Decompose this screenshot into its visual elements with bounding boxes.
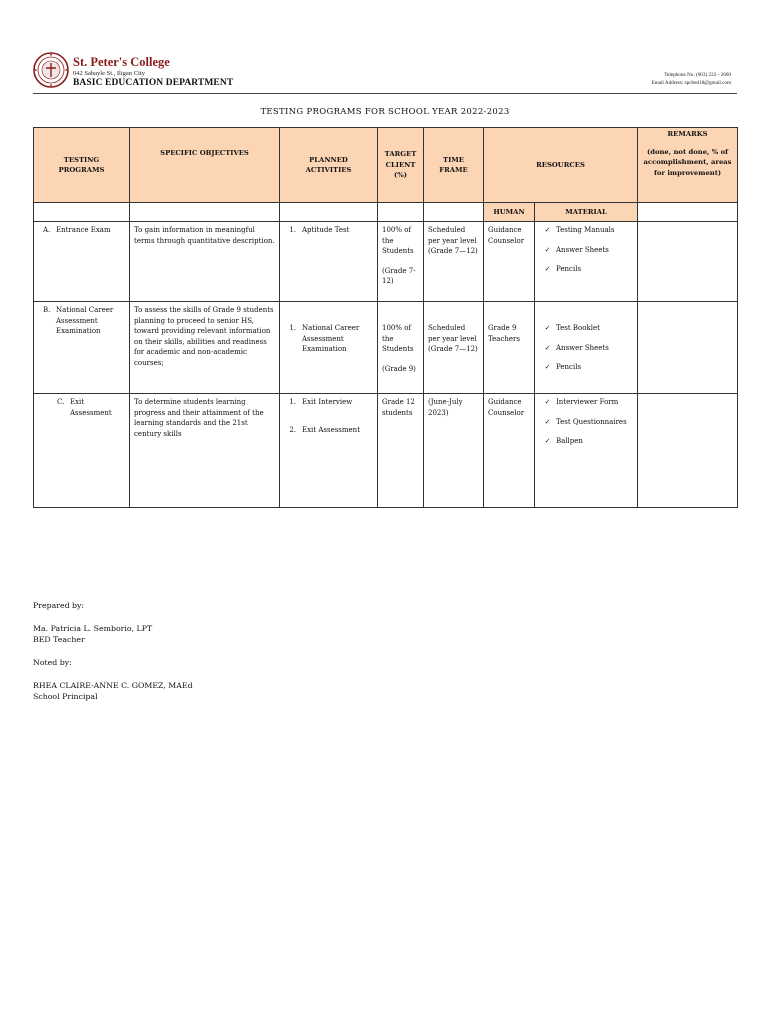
objective-text: To determine students learning progress and their attainment of the learning standards and the 21st century skills [134, 398, 264, 438]
noter-name: RHEA CLAIRE-ANNE C. GOMEZ, MAEd [33, 681, 193, 690]
target-cell [378, 394, 424, 508]
college-seal-icon [33, 52, 69, 88]
material-item: ✓ Answer Sheets [539, 343, 633, 354]
noter-title: School Principal [33, 692, 98, 701]
target-cell [378, 302, 424, 394]
program-name: Exit Assessment [70, 398, 112, 417]
target-main: Grade 12 students [382, 398, 415, 417]
check-icon: ✓ [544, 363, 551, 371]
objective-cell [130, 394, 280, 508]
header-programs: TESTING PROGRAMS [34, 128, 130, 203]
activity-item: 1. Exit Interview [289, 398, 353, 406]
target-sub: (Grade 7-12) [382, 266, 416, 285]
document-title: TESTING PROGRAMS FOR SCHOOL YEAR 2022-2023 [260, 107, 510, 117]
college-address: 042 Sabayle St., Iligan City [73, 70, 145, 77]
noted-by-label: Noted by: [33, 658, 72, 667]
header-remarks [638, 128, 738, 203]
human-cell [484, 222, 535, 302]
table-row [34, 394, 738, 508]
header-material: MATERIAL [535, 203, 638, 222]
time-cell [424, 222, 484, 302]
objective-cell [130, 222, 280, 302]
prepared-by-label: Prepared by: [33, 601, 85, 610]
material-item: ✓ Pencils [539, 362, 633, 373]
remarks-cell [638, 302, 738, 394]
material-item: ✓ Test Questionnaires [539, 417, 633, 428]
program-cell [34, 394, 130, 508]
objective-cell [130, 302, 280, 394]
program-letter: C. [57, 398, 65, 406]
human-cell [484, 394, 535, 508]
activity-item: 1. National Career Assessment Examination [289, 324, 360, 353]
program-cell [34, 302, 130, 394]
table-row [34, 222, 738, 302]
check-icon: ✓ [544, 417, 551, 426]
telephone: Telephone No. (063) 222 - 2660 [664, 72, 731, 78]
remarks-cell [638, 222, 738, 302]
human-resource: Grade 9 Teachers [488, 324, 520, 343]
time-frame: (June-July 2023) [428, 398, 463, 417]
objective-text: To gain information in meaningful terms through quantitative description. [134, 226, 275, 245]
header-target: TARGET CLIENT (%) [378, 128, 424, 203]
material-item: ✓ Pencils [539, 264, 633, 275]
remarks-note: (done, not done, % of accomplishment, areas for improvement) [643, 147, 732, 177]
material-item: ✓ Interviewer Form [539, 397, 633, 408]
header-divider [33, 93, 737, 94]
check-icon: ✓ [544, 437, 551, 445]
header-human: HUMAN [484, 203, 535, 222]
human-resource: Guidance Counselor [488, 226, 525, 245]
human-cell [484, 302, 535, 394]
program-letter: A. [43, 226, 51, 234]
header-time: TIME FRAME [424, 128, 484, 203]
signature-block [33, 600, 433, 702]
target-main: 100% of the Students [382, 324, 414, 353]
letterhead [33, 52, 737, 94]
material-cell [535, 222, 638, 302]
human-resource: Guidance Counselor [488, 398, 525, 417]
remarks-cell [638, 394, 738, 508]
activities-cell [280, 222, 378, 302]
check-icon: ✓ [544, 324, 551, 332]
check-icon: ✓ [544, 226, 551, 234]
department-name: BASIC EDUCATION DEPARTMENT [73, 78, 234, 88]
check-icon: ✓ [544, 265, 551, 273]
target-sub: (Grade 9) [382, 364, 416, 373]
table-row [34, 302, 738, 394]
check-icon: ✓ [544, 245, 551, 254]
activity-item: 1. Aptitude Test [289, 226, 350, 234]
program-name: Entrance Exam [56, 226, 111, 234]
activities-cell [280, 302, 378, 394]
material-cell [535, 302, 638, 394]
material-item: ✓ Test Booklet [539, 323, 633, 334]
material-cell [535, 394, 638, 508]
preparer-name: Ma. Patricia L. Semborio, LPT [33, 624, 153, 633]
testing-programs-table [33, 127, 738, 508]
header-resources: RESOURCES [484, 128, 638, 203]
time-frame: Scheduled per year level (Grade 7—12) [428, 324, 478, 353]
remarks-title: REMARKS [667, 130, 708, 138]
material-item: ✓ Answer Sheets [539, 245, 633, 256]
target-cell [378, 222, 424, 302]
table-header-row [34, 128, 738, 203]
activity-item: 2. Exit Assessment [289, 425, 361, 434]
contact-info [651, 72, 731, 87]
material-item: ✓ Ballpen [539, 436, 633, 447]
program-letter: B. [43, 306, 51, 314]
program-name: National Career Assessment Examination [56, 306, 114, 335]
college-name: St. Peter's College [73, 55, 170, 69]
check-icon: ✓ [544, 398, 551, 406]
header-objectives: SPECIFIC OBJECTIVES [130, 128, 280, 203]
program-cell [34, 222, 130, 302]
email: Email Address: spcbed18@gmail.com [651, 79, 731, 86]
header-activities: PLANNED ACTIVITIES [280, 128, 378, 203]
table-subheader-row [34, 203, 738, 222]
time-cell [424, 394, 484, 508]
preparer-title: BED Teacher [33, 635, 85, 644]
target-main: 100% of the Students [382, 226, 414, 255]
activities-cell [280, 394, 378, 508]
objective-text: To assess the skills of Grade 9 students planning to proceed to senior HS, toward providing relevant information on their skills, abilities and readiness for academic and non-academic courses; [134, 306, 274, 367]
time-frame: Scheduled per year level (Grade 7—12) [428, 226, 478, 255]
time-cell [424, 302, 484, 394]
check-icon: ✓ [544, 343, 551, 352]
material-item: ✓ Testing Manuals [539, 225, 633, 236]
